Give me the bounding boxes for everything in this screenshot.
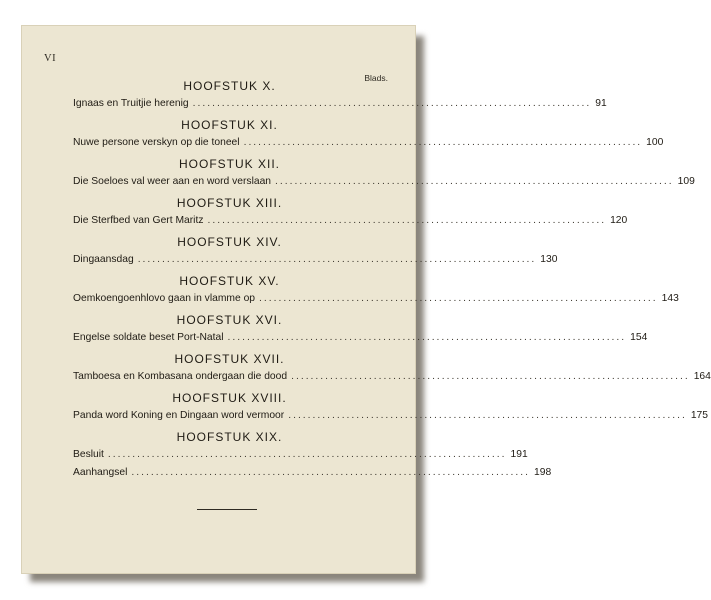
toc-entry	[73, 291, 679, 307]
dot-leader: ..................................................................................	[275, 176, 674, 187]
entry-page: 198	[533, 467, 552, 478]
entry-title: Die Soeloes val weer aan en word verslaan	[73, 176, 272, 187]
chapter-heading: HOOFSTUK XIX.	[176, 430, 283, 444]
chapter-heading: HOOFSTUK X.	[183, 79, 276, 93]
toc-entry	[73, 135, 664, 151]
entry-title: Die Sterfbed van Gert Maritz	[73, 215, 204, 226]
entry-title: Dingaansdag	[73, 254, 134, 265]
page-number: VI	[44, 53, 57, 64]
entry-page: 120	[610, 215, 628, 226]
chapter-heading: HOOFSTUK XIII.	[176, 196, 283, 210]
page-column-header: Blads.	[364, 73, 388, 83]
table-of-contents	[73, 79, 711, 487]
chapter-heading: HOOFSTUK XII.	[178, 157, 280, 171]
entry-page: 154	[630, 332, 648, 343]
dot-leader: ..................................................................................	[192, 98, 592, 109]
entry-page: 143	[661, 293, 679, 304]
entry-page: 130	[540, 254, 558, 265]
entry-page: 164	[693, 371, 711, 382]
dot-leader: ..................................................................................	[107, 449, 507, 460]
entry-page: 175	[690, 410, 708, 421]
toc-entry	[73, 447, 528, 463]
dot-leader: ..................................................................................	[207, 215, 607, 226]
dot-leader: ..................................................................................	[227, 332, 627, 343]
dot-leader: ..................................................................................	[137, 254, 537, 265]
entry-page: 100	[646, 137, 664, 148]
entry-title: Aanhangsel	[73, 467, 128, 478]
dot-leader: ..................................................................................	[288, 410, 687, 421]
toc-entry	[73, 330, 648, 346]
toc-entry	[73, 465, 552, 481]
entry-title: Oemkoengoenhlovo gaan in vlamme op	[73, 293, 256, 304]
entry-title: Tamboesa en Kombasana ondergaan die dood	[73, 371, 288, 382]
chapter-heading: HOOFSTUK XVIII.	[172, 391, 287, 405]
toc-entry	[73, 408, 708, 424]
dot-leader: ..................................................................................	[131, 467, 530, 478]
dot-leader: ..................................................................................	[291, 371, 690, 382]
toc-entry	[73, 174, 695, 190]
chapter-heading: HOOFSTUK XV.	[179, 274, 280, 288]
toc-entry	[73, 213, 628, 229]
chapter-heading: HOOFSTUK XIV.	[177, 235, 282, 249]
dot-leader: ..................................................................................	[243, 137, 643, 148]
toc-entry	[73, 369, 711, 385]
entry-title: Engelse soldate beset Port-Natal	[73, 332, 224, 343]
entry-page: 109	[677, 176, 695, 187]
chapter-heading: HOOFSTUK XI.	[181, 118, 278, 132]
entry-page: 191	[510, 449, 528, 460]
entry-title: Besluit	[73, 449, 104, 460]
entry-page: 91	[595, 98, 607, 109]
entry-title: Ignaas en Truitjie herenig	[73, 98, 189, 109]
chapter-heading: HOOFSTUK XVII.	[174, 352, 285, 366]
entry-title: Nuwe persone verskyn op die toneel	[73, 137, 240, 148]
toc-entry	[73, 96, 607, 112]
dot-leader: ..................................................................................	[259, 293, 658, 304]
chapter-heading: HOOFSTUK XVI.	[176, 313, 283, 327]
closing-rule	[197, 509, 257, 510]
entry-title: Panda word Koning en Dingaan word vermoor	[73, 410, 285, 421]
toc-entry	[73, 252, 558, 268]
